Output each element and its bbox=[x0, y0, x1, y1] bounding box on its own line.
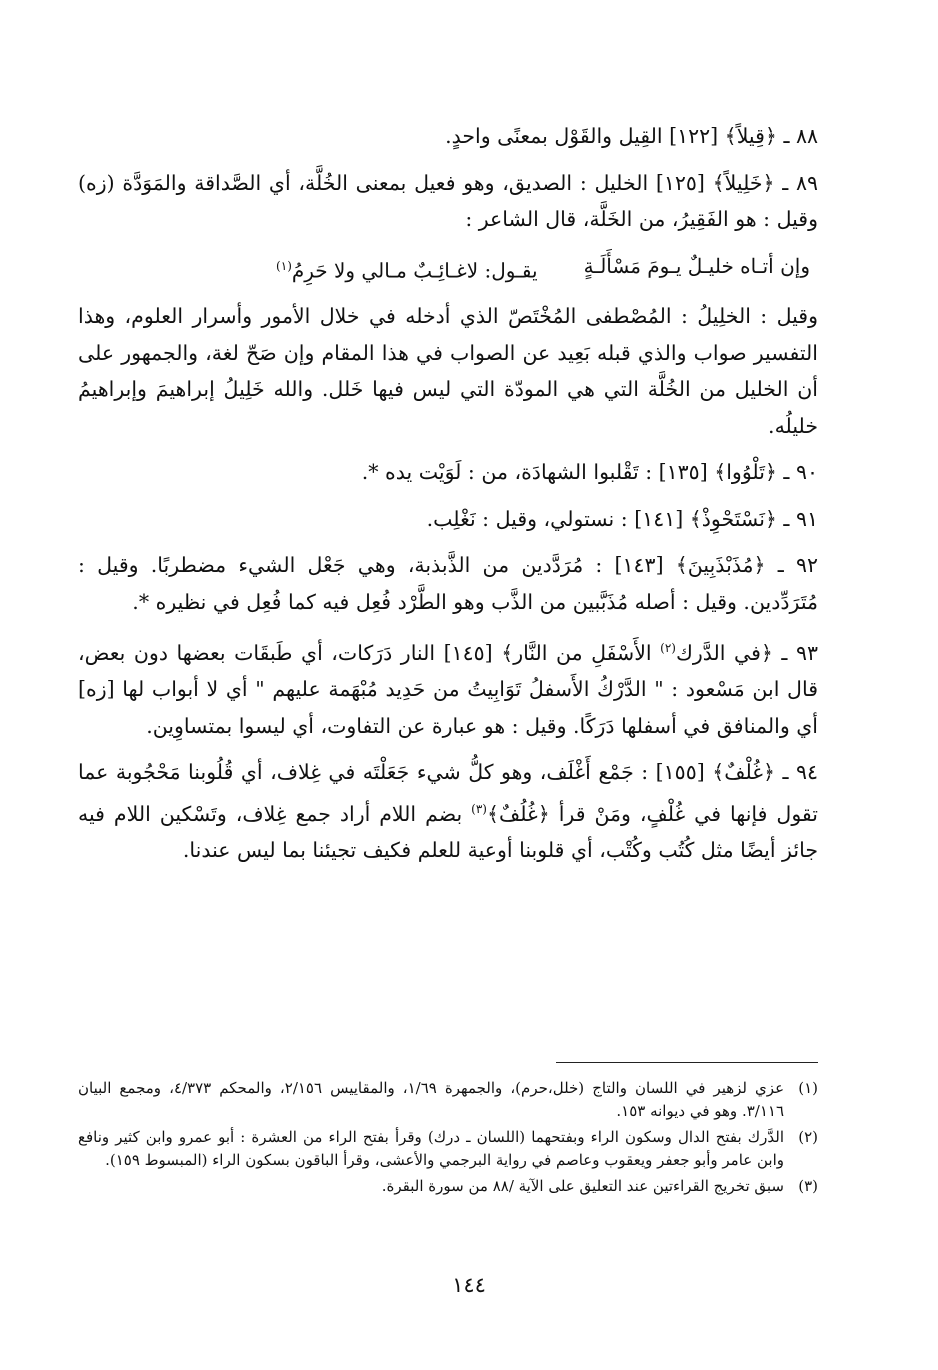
entry-93: ٩٣ ـ ﴿في الدَّرك$^{(٢)}$ الأَسْفَلِ من النَّار﴾ [١٤٥] النار دَرَكات، أي طَبقَات بعضها دون بعض، قال ابن مَسْعود : " الدَّرْكُ الأَسفلُ تَوَابِيتُ من حَدِيد مُبْهَمة عليهم " أي لا أبواب لها [زه] أي والمنافق في أسفلها دَرَكًا. وقيل : هو عبارة عن التفاوت، أي ليسوا بمتساوِين. bbox=[78, 640, 818, 738]
entry-94: ٩٤ ـ ﴿غُلْفٌ﴾ [١٥٥] : جَمْع أَغْلَف، وهو كلُّ شيء جَعَلْتَه في غِلاف، أي قُلُوبنا مَحْجُوبة عما تقول فإنها في غُلْفٍ، ومَنْ قرأ ﴿غُلُفٌ﴾$^{(٣)}$ بضم اللام أراد جمع غِلاف، وتَسْكين اللام فيه جائز أيضًا مثل كُتُب وكُتْب، أي قلوبنا أوعية للعلم فكيف تجيئنا بما ليس عندنا. bbox=[78, 760, 818, 863]
footnote-text: الدَّرك بفتح الدال وسكون الراء وبفتحهما (اللسان ـ درك) وقرأ بفتح الراء من العشرة : أبو عمرو وابن كثير ونافع وابن عامر وأبو جعفر ويعقوب وعاصم في رواية البرجمي والأعشى، وقرأ الباقون بسكون الراء (المبسوط ١٥٩). bbox=[78, 1128, 784, 1169]
page-number: ١٤٤ bbox=[452, 1273, 486, 1297]
footnote-1 bbox=[78, 1077, 818, 1122]
footnotes bbox=[78, 1062, 818, 1202]
footnote-3 bbox=[78, 1175, 818, 1198]
footnote-text: سبق تخريج القراءتين عند التعليق على الآية /٨٨ من سورة البقرة. bbox=[381, 1177, 784, 1195]
footnote-number: (٢) bbox=[798, 1128, 818, 1146]
poem-second-hemistich: يقـول: لاغـائِـبٌ مـالي ولا حَرِمُ$^{(١)}$ bbox=[276, 258, 538, 283]
main-text bbox=[78, 118, 818, 879]
footnote-number: (١) bbox=[798, 1079, 818, 1097]
entry-89-continued: وقيل : الخلِيلُ : المُصْطفى المُخْتَصّ الذي أدخله في خلال الأمور وأسرار العلوم، وهذا التفسير صواب والذي قبله بَعِيد عن الصواب في هذا المقام وإن صَحّ لغة، والجمهور على أن الخليل من الخُلَّة التي هي المودّة التي ليس فيها خَلل. والله خَلِيلُ إبراهيمَ وإبراهيمُ خليلُه. bbox=[78, 304, 818, 438]
entry-91: ٩١ ـ ﴿نَسْتَحْوِذْ﴾ [١٤١] : نستولي، وقيل : نَغْلِب. bbox=[426, 506, 818, 531]
entry-89: ٨٩ ـ ﴿خَلِيلاً﴾ [١٢٥] الخليل : الصديق، وهو فعيل بمعنى الخُلَّة، أي الصَّداقة والمَوَدَّة (زه) وقيل : هو الفَقِيرُ، من الخَلَّة، قال الشاعر : bbox=[78, 170, 819, 231]
entry-92: ٩٢ ـ ﴿مُذَبْذَبِينَ﴾ [١٤٣] : مُرَدَّدين من الذَّبذبة، وهي جَعْل الشيء مضطربًا. وقيل : مُتَرَدِّدين. وقيل : أصله مُذَبَّبين من الذَّب وهو الطَّرْد فُعِل فيه كما فُعِل في نظيره *. bbox=[78, 553, 818, 614]
footnote-text: عزي لزهير في اللسان والتاج (خلل،حرم)، والجمهرة ١/٦٩، والمقاييس ٢/١٥٦، والمحكم ٤/٣٧٣، ومجمع البيان ٣/١١٦. وهو في ديوانه ١٥٣. bbox=[78, 1079, 785, 1120]
poem-first-hemistich: وإن أتـاه خليـلٌ يـومَ مَسْأَلَـةٍ bbox=[583, 253, 810, 278]
footnote-divider bbox=[556, 1062, 818, 1063]
footnote-ref-2[interactable]: (٢) bbox=[660, 641, 676, 656]
entry-88: ٨٨ ـ ﴿قِيلاً﴾ [١٢٢] القِيل والقَوْل بمعنًى واحدٍ. bbox=[445, 124, 818, 148]
footnote-2 bbox=[78, 1126, 818, 1171]
poem-verse bbox=[78, 248, 818, 289]
footnote-number: (٣) bbox=[798, 1177, 818, 1195]
entry-90: ٩٠ ـ ﴿تَلْوُوا﴾ [١٣٥] : تَقْلبوا الشهادَة، من : لَوَيْت يده *. bbox=[361, 460, 818, 485]
footnote-ref-1[interactable]: (١) bbox=[276, 258, 292, 273]
footnote-ref-3[interactable]: (٣) bbox=[471, 801, 487, 816]
